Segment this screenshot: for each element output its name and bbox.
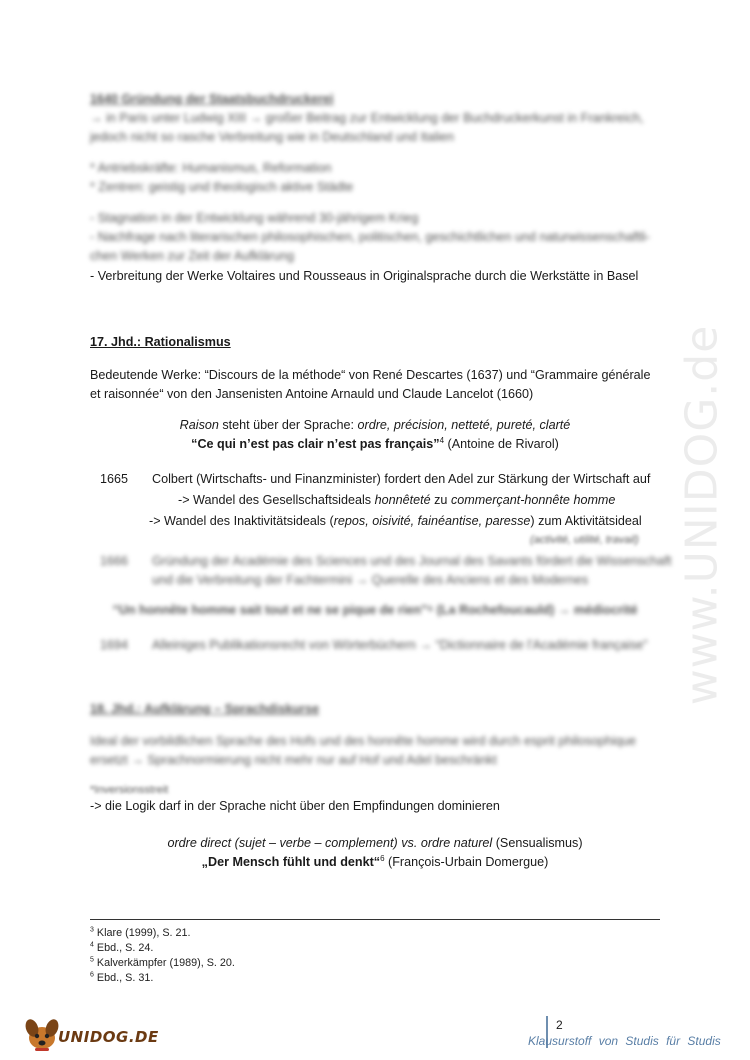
entry-1694 [100, 636, 680, 655]
page-number: 2 [556, 1018, 563, 1032]
entry-1665-sub2 [149, 512, 679, 531]
raison-statement [90, 416, 660, 454]
ordre-statement [90, 834, 660, 872]
entry-1665-sub1 [178, 491, 678, 510]
quote-author: (François-Urbain Domergue) [384, 855, 549, 869]
entry-year: 1665 [100, 472, 129, 486]
dog-icon [22, 1014, 62, 1054]
entry-1665-sub3 [530, 531, 639, 550]
entry-1665 [100, 470, 680, 489]
section-aufklaerung [90, 700, 660, 719]
entry-text: und die Verbreitung der Fachtermini → Querelle des Anciens et des Modernes [152, 573, 589, 587]
text-line: Ideal der vorbildlichen Sprache des Hofs und des honnête homme wird durch esprit philosophique [90, 734, 637, 748]
text-span: -> Wandel des Inaktivitätsideals ( [149, 514, 334, 528]
text-line: -> die Logik darf in der Sprache nicht über den Empfindungen dominieren [90, 799, 500, 813]
entry-text: Alleiniges Publikationsrecht von Wörterbüchern → “Dictionnaire de l’Académie française” [152, 638, 648, 652]
text-line: ersetzt → Sprachnormierung nicht mehr nur auf Hof und Adel beschränkt [90, 753, 497, 767]
aufklaerung-paragraph [90, 732, 660, 770]
footnote-text: Ebd., S. 24. [96, 942, 154, 954]
quote-author: (Antoine de Rivarol) [444, 437, 559, 451]
logo-text: UNIDOG.DE [58, 1028, 159, 1046]
text-span: commerçant-honnête homme [450, 493, 616, 507]
footnote-divider [90, 919, 660, 920]
intro-paragraph [90, 366, 660, 404]
footnote-number: 3 [90, 926, 94, 934]
footnote-ref: 6 [380, 853, 385, 863]
text-line: - Nachfrage nach literarischen philosophischen, politischen, geschichtlichen und naturwissenschaftli- [90, 230, 651, 244]
section-rationalismus [90, 333, 660, 352]
footnotes [90, 926, 235, 986]
logo [22, 1014, 162, 1054]
text-line: - Stagnation in der Entwicklung während 30-jährigem Krieg [90, 211, 419, 225]
text-line: et raisonnée“ von den Jansenisten Antoine Arnauld und Claude Lancelot (1660) [90, 387, 534, 401]
footer-text: Klausurstoff von Studis für Studis [528, 1034, 721, 1048]
raison-word: Raison [179, 418, 219, 432]
text-span: (activité, utilité, travail) [530, 534, 639, 546]
footnote-number: 4 [90, 941, 94, 949]
ordre-post: (Sensualismus) [492, 836, 583, 850]
text-line: Bedeutende Werke: “Discours de la méthode“ von René Descartes (1637) und “Grammaire générale [90, 368, 651, 382]
text-span: honnêteté [374, 493, 431, 507]
text-span: -> Wandel des Gesellschaftsideals [178, 493, 375, 507]
footnote-text: Klare (1999), S. 21. [96, 927, 191, 939]
raison-terms: ordre, précision, netteté, pureté, clarté [357, 418, 571, 432]
ordre-terms: ordre direct (sujet – verbe – complement) vs. ordre naturel [167, 836, 493, 850]
raison-mid: steht über der Sprache: [218, 418, 358, 432]
footnote-ref: 4 [439, 435, 445, 445]
footnote-text: Kalverkämpfer (1989), S. 20. [96, 957, 235, 969]
watermark [672, 300, 732, 730]
entry-year: 1694 [100, 638, 129, 652]
inversion-block [90, 783, 660, 816]
footnote [90, 941, 235, 956]
section-printing [90, 90, 660, 286]
entry-text: Colbert (Wirtschafts- und Finanzminister) fordert den Adel zur Stärkung der Wirtschaft auf [152, 472, 651, 486]
footnote [90, 971, 235, 986]
entry-text: “Un honnête homme sait tout et ne se pique de rien”⁵ (La Rochefoucauld) → médiocrité [112, 603, 638, 617]
entry-1666 [100, 552, 680, 590]
section-heading: 1640 Gründung der Staatsbuchdruckerei [90, 92, 334, 106]
footnote [90, 926, 235, 941]
section-heading: 18. Jhd.: Aufklärung – Sprachdiskurse [90, 702, 320, 716]
entry-year: 1666 [100, 554, 129, 568]
text-span: zu [430, 493, 451, 507]
text-line: *Inversionsstreit [90, 784, 169, 796]
text-line: * Antriebskräfte: Humanismus, Reformation [90, 161, 332, 175]
entry-text: Gründung der Académie des Sciences und des Journal des Savants fördert die Wissenschaft [152, 554, 672, 568]
text-span: repos, oisivité, fainéantise, paresse [333, 514, 531, 528]
quote-rivarol: “Ce qui n’est pas clair n’est pas français” [191, 437, 440, 451]
footnote-text: Ebd., S. 31. [96, 972, 154, 984]
watermark-text: www.UNIDOG.de [676, 324, 728, 706]
text-line: - Verbreitung der Werke Voltaires und Rousseaus in Originalsprache durch die Werkstätte in Basel [90, 269, 639, 283]
footnote [90, 956, 235, 971]
footnote-number: 6 [90, 971, 94, 979]
text-line: * Zentren: geistig und theologisch aktive Städte [90, 180, 354, 194]
text-span: ) zum Aktivitätsideal [530, 514, 642, 528]
quote-rochefoucauld [90, 601, 660, 620]
section-heading: 17. Jhd.: Rationalismus [90, 335, 231, 349]
text-line: jedoch nicht so rasche Verbreitung wie in Deutschland und Italien [90, 130, 455, 144]
text-line: → in Paris unter Ludwig XIII → großer Beitrag zur Entwicklung der Buchdruckerkunst in Frankreich, [90, 111, 644, 125]
text-line: chen Werken zur Zeit der Aufklärung [90, 249, 295, 263]
quote-domergue: „Der Mensch fühlt und denkt“ [201, 855, 381, 869]
footnote-number: 5 [90, 956, 94, 964]
